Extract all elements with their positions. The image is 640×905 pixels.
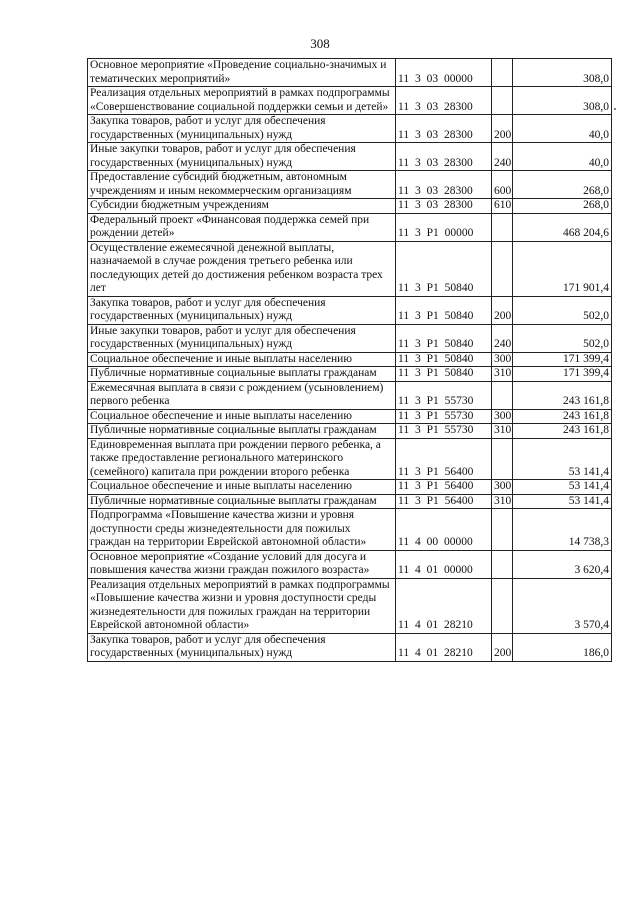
scan-speck	[614, 108, 616, 110]
row-name: Ежемесячная выплата в связи с рождением (усыновлением) первого ребенка	[88, 381, 396, 409]
row-expense-type: 200	[492, 296, 513, 324]
table-row	[88, 409, 612, 424]
row-target-code: 11 3 P1 50840	[396, 352, 492, 367]
row-name: Закупка товаров, работ и услуг для обеспечения государственных (муниципальных) нужд	[88, 296, 396, 324]
row-name: Публичные нормативные социальные выплаты гражданам	[88, 367, 396, 382]
row-expense-type	[492, 578, 513, 633]
row-sum: 171 901,4	[513, 241, 612, 296]
table-row	[88, 494, 612, 509]
table-row	[88, 199, 612, 214]
row-sum: 243 161,8	[513, 424, 612, 439]
row-name: Осуществление ежемесячной денежной выплаты, назначаемой в случае рождения третьего ребенка или последующих детей до достижения ребенком возраста трех лет	[88, 241, 396, 296]
row-name: Единовременная выплата при рождении первого ребенка, а также предоставление регионального материнского (семейного) капитала при рождении второго ребенка	[88, 438, 396, 480]
row-expense-type	[492, 381, 513, 409]
row-name: Закупка товаров, работ и услуг для обеспечения государственных (муниципальных) нужд	[88, 115, 396, 143]
table-row	[88, 480, 612, 495]
row-name: Предоставление субсидий бюджетным, автономным учреждениям и иным некоммерческим организациям	[88, 171, 396, 199]
table-row	[88, 115, 612, 143]
row-expense-type	[492, 438, 513, 480]
table-row	[88, 424, 612, 439]
table-row	[88, 87, 612, 115]
table-row	[88, 367, 612, 382]
row-name: Публичные нормативные социальные выплаты гражданам	[88, 494, 396, 509]
row-name: Реализация отдельных мероприятий в рамках подпрограммы «Повышение качества жизни и уровня доступности среды жизнедеятельности для пожилых граждан на территории Еврейской автономной области»	[88, 578, 396, 633]
row-sum: 40,0	[513, 143, 612, 171]
row-expense-type	[492, 550, 513, 578]
row-expense-type: 310	[492, 494, 513, 509]
row-name: Иные закупки товаров, работ и услуг для обеспечения государственных (муниципальных) нужд	[88, 143, 396, 171]
row-sum: 53 141,4	[513, 494, 612, 509]
row-sum: 14 738,3	[513, 509, 612, 551]
table-row	[88, 296, 612, 324]
table-row	[88, 143, 612, 171]
table-row	[88, 352, 612, 367]
row-target-code: 11 3 P1 55730	[396, 424, 492, 439]
row-sum: 243 161,8	[513, 409, 612, 424]
row-name: Социальное обеспечение и иные выплаты населению	[88, 480, 396, 495]
row-sum: 468 204,6	[513, 213, 612, 241]
row-target-code: 11 3 03 28300	[396, 115, 492, 143]
row-sum: 171 399,4	[513, 367, 612, 382]
table-row	[88, 241, 612, 296]
row-expense-type	[492, 213, 513, 241]
row-expense-type: 200	[492, 115, 513, 143]
row-sum: 171 399,4	[513, 352, 612, 367]
row-expense-type: 240	[492, 324, 513, 352]
row-target-code: 11 3 P1 56400	[396, 438, 492, 480]
row-expense-type	[492, 87, 513, 115]
row-expense-type: 300	[492, 352, 513, 367]
row-name: Основное мероприятие «Проведение социально-значимых и тематических мероприятий»	[88, 59, 396, 87]
row-name: Федеральный проект «Финансовая поддержка семей при рождении детей»	[88, 213, 396, 241]
table-row	[88, 438, 612, 480]
row-sum: 308,0	[513, 87, 612, 115]
row-sum: 3 570,4	[513, 578, 612, 633]
row-expense-type: 300	[492, 480, 513, 495]
row-expense-type: 310	[492, 367, 513, 382]
row-target-code: 11 3 P1 56400	[396, 494, 492, 509]
row-target-code: 11 3 P1 50840	[396, 241, 492, 296]
row-sum: 186,0	[513, 633, 612, 661]
table-row	[88, 59, 612, 87]
row-sum: 53 141,4	[513, 438, 612, 480]
row-target-code: 11 4 01 00000	[396, 550, 492, 578]
row-target-code: 11 3 03 28300	[396, 171, 492, 199]
row-expense-type: 310	[492, 424, 513, 439]
row-expense-type	[492, 509, 513, 551]
row-sum: 268,0	[513, 171, 612, 199]
table-row	[88, 550, 612, 578]
budget-table	[87, 58, 612, 662]
row-target-code: 11 3 03 28300	[396, 199, 492, 214]
table-row	[88, 578, 612, 633]
row-name: Иные закупки товаров, работ и услуг для обеспечения государственных (муниципальных) нужд	[88, 324, 396, 352]
row-name: Публичные нормативные социальные выплаты гражданам	[88, 424, 396, 439]
row-target-code: 11 3 P1 55730	[396, 381, 492, 409]
row-name: Социальное обеспечение и иные выплаты населению	[88, 409, 396, 424]
row-expense-type	[492, 241, 513, 296]
row-sum: 53 141,4	[513, 480, 612, 495]
table-row	[88, 509, 612, 551]
page-number: 308	[310, 36, 330, 51]
row-expense-type: 200	[492, 633, 513, 661]
row-sum: 40,0	[513, 115, 612, 143]
row-target-code: 11 3 P1 50840	[396, 296, 492, 324]
row-target-code: 11 3 03 28300	[396, 87, 492, 115]
row-target-code: 11 3 P1 50840	[396, 367, 492, 382]
row-expense-type: 600	[492, 171, 513, 199]
row-target-code: 11 3 P1 56400	[396, 480, 492, 495]
row-expense-type: 300	[492, 409, 513, 424]
row-sum: 308,0	[513, 59, 612, 87]
row-target-code: 11 3 03 28300	[396, 143, 492, 171]
row-target-code: 11 4 00 00000	[396, 509, 492, 551]
row-sum: 502,0	[513, 296, 612, 324]
row-sum: 243 161,8	[513, 381, 612, 409]
row-target-code: 11 3 P1 00000	[396, 213, 492, 241]
row-name: Реализация отдельных мероприятий в рамках подпрограммы «Совершенствование социальной поддержки семьи и детей»	[88, 87, 396, 115]
row-name: Субсидии бюджетным учреждениям	[88, 199, 396, 214]
row-target-code: 11 4 01 28210	[396, 633, 492, 661]
table-row	[88, 324, 612, 352]
row-target-code: 11 3 P1 55730	[396, 409, 492, 424]
row-sum: 3 620,4	[513, 550, 612, 578]
row-target-code: 11 4 01 28210	[396, 578, 492, 633]
table-row	[88, 213, 612, 241]
row-name: Подпрограмма «Повышение качества жизни и уровня доступности среды жизнедеятельности для пожилых граждан на территории Еврейской автономной области»	[88, 509, 396, 551]
row-expense-type: 240	[492, 143, 513, 171]
row-target-code: 11 3 P1 50840	[396, 324, 492, 352]
row-name: Закупка товаров, работ и услуг для обеспечения государственных (муниципальных) нужд	[88, 633, 396, 661]
row-expense-type: 610	[492, 199, 513, 214]
row-name: Основное мероприятие «Создание условий для досуга и повышения качества жизни граждан пожилого возраста»	[88, 550, 396, 578]
row-name: Социальное обеспечение и иные выплаты населению	[88, 352, 396, 367]
table-row	[88, 171, 612, 199]
row-sum: 268,0	[513, 199, 612, 214]
table-row	[88, 633, 612, 661]
row-expense-type	[492, 59, 513, 87]
row-target-code: 11 3 03 00000	[396, 59, 492, 87]
row-sum: 502,0	[513, 324, 612, 352]
table-row	[88, 381, 612, 409]
